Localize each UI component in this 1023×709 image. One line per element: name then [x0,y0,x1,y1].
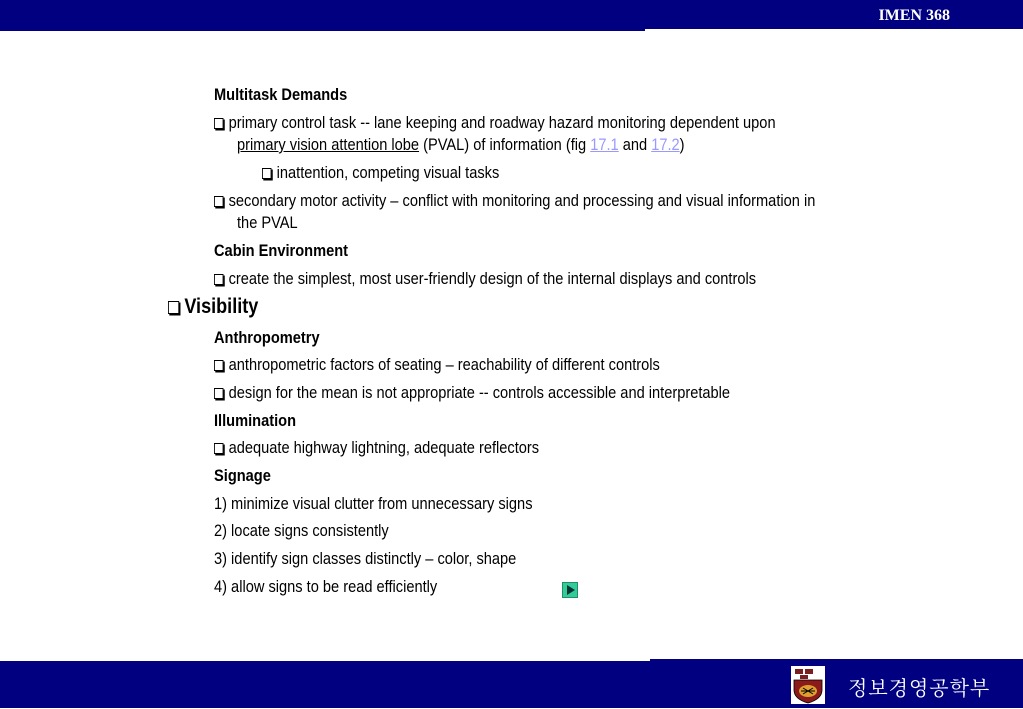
course-title: IMEN 368 [878,7,950,24]
signage-item: 4) allow signs to be read efficiently [214,577,438,596]
multitask-sub-bullet: inattention, competing visual tasks [262,162,499,184]
fig-17-1-link[interactable]: 17.1 [590,135,619,154]
cabin-bullet-1: create the simplest, most user-friendly design of the internal displays and controls [214,268,756,290]
checkbox-bullet-icon [214,360,223,371]
department-name: 정보경영공학부 [848,676,991,700]
checkbox-bullet-icon [214,274,223,285]
fig-17-2-link[interactable]: 17.2 [651,135,680,154]
next-slide-button[interactable] [562,582,578,598]
footer-stripe [0,659,650,661]
checkbox-bullet-icon [214,196,223,207]
illumination-heading: Illumination [214,411,297,430]
signage-item: 3) identify sign classes distinctly – color, shape [214,549,517,568]
anthropometry-bullet-2: design for the mean is not appropriate -- controls accessible and interpretable [214,382,730,404]
checkbox-bullet-icon [262,168,271,179]
anthropometry-bullet-1: anthropometric factors of seating – reachability of different controls [214,354,660,376]
pval-term: primary vision attention lobe [237,135,420,154]
anthropometry-heading: Anthropometry [214,328,320,347]
illumination-bullet-1: adequate highway lightning, adequate reflectors [214,437,539,459]
multitask-bullet-2: secondary motor activity – conflict with monitoring and processing and visual information in [214,190,815,212]
checkbox-bullet-icon [214,388,223,399]
cabin-heading: Cabin Environment [214,241,349,260]
checkbox-bullet-icon [168,301,179,314]
multitask-heading: Multitask Demands [214,85,348,104]
signage-item: 1) minimize visual clutter from unnecessary signs [214,494,533,513]
footer-bar [0,659,1023,708]
signage-item: 2) locate signs consistently [214,521,389,540]
university-crest-icon [791,666,825,704]
multitask-bullet-1-cont: primary vision attention lobe (PVAL) of information (fig 17.1 and 17.2) [237,135,685,154]
checkbox-bullet-icon [214,118,223,129]
multitask-bullet-2-cont: the PVAL [237,213,298,232]
multitask-bullet-1: primary control task -- lane keeping and roadway hazard monitoring dependent upon [214,112,776,134]
visibility-heading: Visibility [168,296,258,318]
signage-heading: Signage [214,466,271,485]
checkbox-bullet-icon [214,443,223,454]
play-icon [567,585,575,595]
